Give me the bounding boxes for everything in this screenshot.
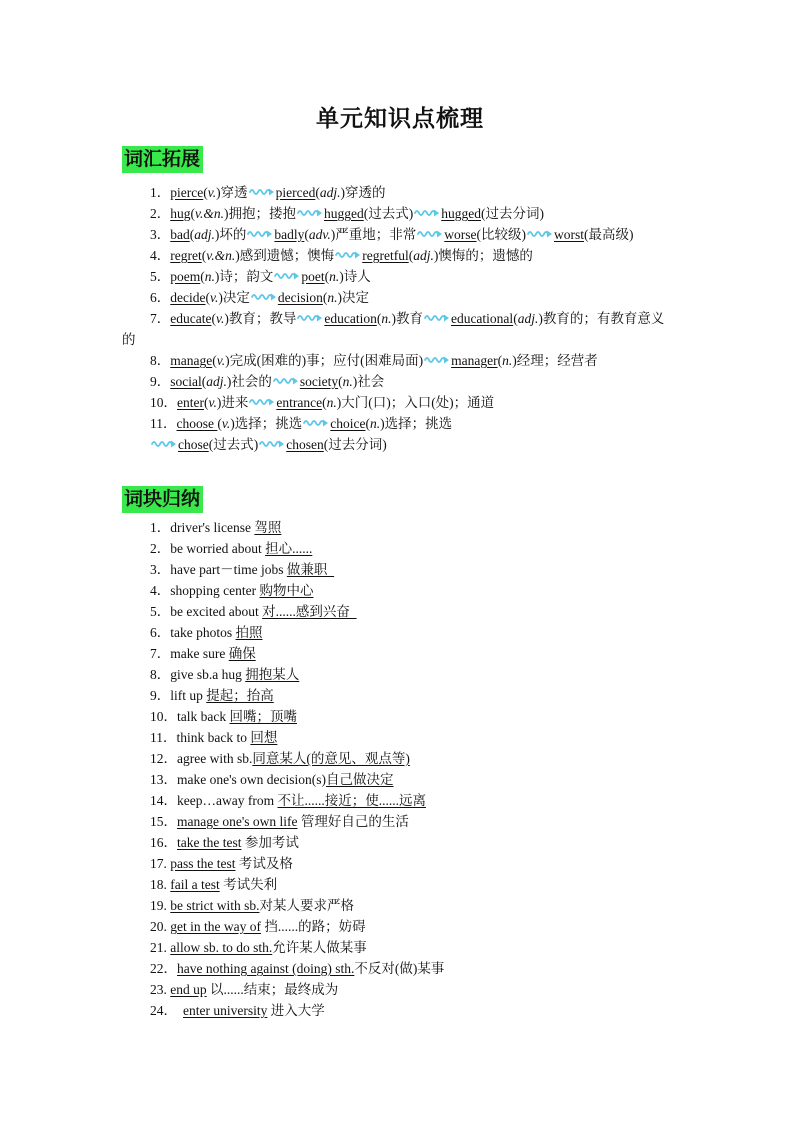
- derived-word: chosen: [286, 437, 324, 452]
- meaning: )严重地；非常: [330, 227, 417, 242]
- wavy-arrow-icon: [424, 312, 450, 322]
- wavy-arrow-icon: [424, 354, 450, 364]
- phrase-item-18: [150, 875, 277, 894]
- phrase-chinese: 不让......接近；使......远离: [277, 793, 426, 808]
- item-number: 21.: [150, 940, 171, 955]
- wavy-arrow-icon: [274, 270, 300, 280]
- meaning: )社会的: [226, 374, 272, 389]
- item-number: 7．: [150, 646, 171, 661]
- vocab-item-7: [150, 309, 664, 328]
- phrase-chinese: 拥抱某人: [245, 667, 300, 682]
- meaning: )决定: [337, 290, 369, 305]
- paren: (: [322, 395, 327, 410]
- phrase-item-20: [150, 917, 366, 936]
- item-number: 18.: [150, 877, 171, 892]
- phrase-item-10: [150, 707, 297, 726]
- phrase-item-12: [150, 749, 410, 768]
- phrase-item-4: [150, 581, 313, 600]
- phrase-item-21: [150, 938, 367, 957]
- derived-word: worse: [444, 227, 477, 242]
- phrase-english: enter university: [183, 1003, 268, 1018]
- word: regret: [170, 248, 202, 263]
- phrase-item-8: [150, 665, 299, 684]
- phrase-item-2: [150, 539, 312, 558]
- part-of-speech: adj.: [413, 248, 434, 263]
- item-number: 3．: [150, 227, 171, 242]
- part-of-speech: v.: [208, 395, 217, 410]
- word: bad: [170, 227, 190, 242]
- part-of-speech: v.: [215, 311, 225, 326]
- phrase-english: give sb.a hug: [170, 667, 246, 682]
- part-of-speech: n.: [502, 353, 513, 368]
- derived-word: entrance: [276, 395, 323, 410]
- phrase-chinese: 拍照: [235, 625, 263, 640]
- vocab-item-2: [150, 204, 544, 223]
- derived-word: educational: [450, 311, 514, 326]
- paren: (: [365, 416, 370, 431]
- phrase-english: be worried about: [170, 541, 266, 556]
- phrase-english: pass the test: [170, 856, 236, 871]
- derived-word: poet: [301, 269, 325, 284]
- meaning: )拥抱；搂抱: [224, 206, 296, 221]
- phrase-item-22: [150, 959, 444, 978]
- part-of-speech: n.: [204, 269, 215, 284]
- item-number: 19.: [150, 898, 171, 913]
- phrase-english: have part－time jobs: [170, 562, 287, 577]
- meaning: )教育的；有教育意义: [538, 311, 665, 326]
- item-number: 5．: [150, 604, 171, 619]
- phrase-chinese: 自己做决定: [326, 772, 394, 787]
- vocab-item-4: [150, 246, 533, 265]
- part-of-speech: v.: [207, 185, 217, 200]
- phrase-chinese: 确保: [228, 646, 256, 661]
- part-of-speech: n.: [327, 290, 338, 305]
- phrase-item-7: [150, 644, 256, 663]
- phrase-chinese: 对某人要求严格: [259, 898, 354, 913]
- item-number: 10．: [150, 709, 177, 724]
- paren: (: [322, 290, 328, 305]
- phrase-chinese: 挡......的路；妨碍: [260, 919, 366, 934]
- part-of-speech: v.: [216, 353, 226, 368]
- meaning: )诗；韵文: [214, 269, 274, 284]
- paren: (: [338, 374, 343, 389]
- item-number: 2．: [150, 541, 171, 556]
- phrase-english: shopping center: [170, 583, 260, 598]
- paren: (: [304, 227, 309, 242]
- phrase-item-9: [150, 686, 274, 705]
- paren: (: [217, 416, 222, 431]
- phrase-english: be excited about: [170, 604, 263, 619]
- meaning: (过去式): [208, 437, 259, 452]
- item-number: 8．: [150, 353, 171, 368]
- item-number: 6．: [150, 290, 171, 305]
- phrase-english: talk back: [177, 709, 230, 724]
- wavy-arrow-icon: [417, 228, 443, 238]
- paren: (: [200, 269, 205, 284]
- meaning: )懊悔的；遗憾的: [433, 248, 533, 263]
- part-of-speech: adj.: [319, 185, 341, 200]
- paren: (: [497, 353, 503, 368]
- meaning: )大门(口)；入口(处)；通道: [336, 395, 495, 410]
- item-number: 3．: [150, 562, 171, 577]
- item-number: 4．: [150, 583, 171, 598]
- meaning: )社会: [352, 374, 385, 389]
- item-number: 15．: [150, 814, 177, 829]
- meaning: )穿透的: [340, 185, 386, 200]
- meaning: )决定: [218, 290, 250, 305]
- part-of-speech: adj.: [206, 374, 227, 389]
- item-number: 13．: [150, 772, 177, 787]
- phrase-chinese: 提起；抬高: [206, 688, 274, 703]
- vocab-item-6: [150, 288, 369, 307]
- meaning: )完成(困难的)事；应付(困难局面): [225, 353, 424, 368]
- part-of-speech: adv.: [308, 227, 331, 242]
- vocab-item-11-line2: [150, 435, 387, 454]
- derived-word: society: [299, 374, 339, 389]
- item-number: 9．: [150, 374, 171, 389]
- word: pierce: [170, 185, 204, 200]
- meaning: )坏的: [214, 227, 247, 242]
- phrase-english: make one's own decision(s): [177, 772, 327, 787]
- item-number: 24．: [150, 1003, 177, 1018]
- phrase-item-19: [150, 896, 354, 915]
- meaning: )选择；挑选: [230, 416, 303, 431]
- phrase-chinese: 购物中心: [259, 583, 314, 598]
- wavy-arrow-icon: [251, 291, 277, 301]
- item-number: 9．: [150, 688, 171, 703]
- wavy-arrow-icon: [414, 207, 440, 217]
- part-of-speech: v.: [221, 416, 231, 431]
- wavy-arrow-icon: [249, 396, 275, 406]
- phrase-item-23: [150, 980, 338, 999]
- phrase-chinese: 允许某人做某事: [272, 940, 367, 955]
- meaning: )经理；经营者: [512, 353, 598, 368]
- item-number: 10．: [150, 395, 177, 410]
- paren: (: [203, 395, 209, 410]
- derived-word: regretful: [362, 248, 409, 263]
- paren: (: [315, 185, 320, 200]
- item-number: 16．: [150, 835, 177, 850]
- paren: (: [201, 374, 207, 389]
- phrase-item-17: [150, 854, 293, 873]
- word: decide: [170, 290, 206, 305]
- section-title-phrase-summary: 词块归纳: [122, 486, 203, 513]
- derived-word: education: [324, 311, 377, 326]
- phrase-english: end up: [170, 982, 207, 997]
- phrase-item-24: [150, 1001, 325, 1020]
- derived-word: decision: [277, 290, 323, 305]
- wavy-arrow-icon: [335, 249, 361, 259]
- item-number: 7．: [150, 311, 171, 326]
- vocab-item-10: [150, 393, 494, 412]
- part-of-speech: adj.: [194, 227, 215, 242]
- phrase-english: get in the way of: [170, 919, 261, 934]
- wavy-arrow-icon: [303, 417, 329, 427]
- item-number: 5．: [150, 269, 171, 284]
- phrase-english: allow sb. to do sth.: [170, 940, 273, 955]
- wavy-arrow-icon: [297, 312, 323, 322]
- part-of-speech: v.&n.: [206, 248, 236, 263]
- paren: (: [408, 248, 414, 263]
- part-of-speech: n.: [381, 311, 392, 326]
- phrase-item-3: [150, 560, 334, 579]
- meaning: (比较级): [476, 227, 527, 242]
- item-number: 2．: [150, 206, 171, 221]
- paren: (: [203, 185, 208, 200]
- paren: (: [205, 290, 210, 305]
- phrase-chinese: 对......感到兴奋: [262, 604, 357, 619]
- paren: (: [324, 269, 330, 284]
- phrase-chinese: 管理好自己的生活: [297, 814, 409, 829]
- derived-word: choice: [330, 416, 366, 431]
- meaning: )进来: [216, 395, 249, 410]
- phrase-item-15: [150, 812, 409, 831]
- meaning: )选择；挑选: [380, 416, 453, 431]
- meaning: (过去分词): [323, 437, 387, 452]
- phrase-english: take photos: [170, 625, 236, 640]
- phrase-chinese: 同意某人(的意见、观点等): [252, 751, 410, 766]
- word: enter: [177, 395, 204, 410]
- phrase-english: agree with sb.: [177, 751, 253, 766]
- meaning: )穿透: [216, 185, 248, 200]
- word: hug: [170, 206, 191, 221]
- part-of-speech: v.: [209, 290, 219, 305]
- phrase-english: take the test: [177, 835, 242, 850]
- phrase-chinese: 考试及格: [235, 856, 293, 871]
- meaning: )诗人: [339, 269, 371, 284]
- vocab-item-9: [150, 372, 384, 391]
- vocab-item-7-continuation: 的: [122, 332, 136, 347]
- word: social: [170, 374, 202, 389]
- paren: (: [189, 227, 195, 242]
- phrase-english: manage one's own life: [177, 814, 298, 829]
- phrase-chinese: 回嘴；顶嘴: [229, 709, 297, 724]
- phrase-item-13: [150, 770, 394, 789]
- item-number: 4．: [150, 248, 171, 263]
- phrase-chinese: 参加考试: [241, 835, 299, 850]
- vocab-item-1: [150, 183, 385, 202]
- wavy-arrow-icon: [527, 228, 553, 238]
- word: manage: [170, 353, 213, 368]
- phrase-english: make sure: [170, 646, 229, 661]
- phrase-chinese: 考试失利: [219, 877, 278, 892]
- meaning: )教育: [391, 311, 423, 326]
- derived-word: pierced: [275, 185, 316, 200]
- phrase-english: fail a test: [170, 877, 220, 892]
- page-title: 单元知识点梳理: [316, 106, 484, 132]
- derived-word: chose: [178, 437, 209, 452]
- item-number: 17.: [150, 856, 171, 871]
- wavy-arrow-icon: [151, 438, 177, 448]
- phrase-chinese: 回想: [250, 730, 278, 745]
- phrase-item-5: [150, 602, 357, 621]
- item-number: 12．: [150, 751, 177, 766]
- item-number: 11．: [150, 730, 177, 745]
- vocab-item-5: [150, 267, 371, 286]
- meaning: )感到遗憾；懊悔: [235, 248, 335, 263]
- item-number: 22．: [150, 961, 177, 976]
- phrase-chinese: 不反对(做)某事: [354, 961, 445, 976]
- word: poem: [170, 269, 201, 284]
- phrase-chinese: 担心......: [265, 541, 313, 556]
- phrase-english: keep…away from: [177, 793, 278, 808]
- phrase-item-16: [150, 833, 299, 852]
- item-number: 8．: [150, 667, 171, 682]
- wavy-arrow-icon: [247, 228, 273, 238]
- paren: (: [190, 206, 195, 221]
- item-number: 6．: [150, 625, 171, 640]
- paren: (: [513, 311, 518, 326]
- item-number: 23.: [150, 982, 171, 997]
- paren: (: [376, 311, 382, 326]
- phrase-item-6: [150, 623, 263, 642]
- word: educate: [170, 311, 212, 326]
- phrase-chinese: 以......结束；最终成为: [206, 982, 339, 997]
- derived-word: badly: [274, 227, 305, 242]
- derived-word: manager: [451, 353, 498, 368]
- section-title-vocab-expansion: 词汇拓展: [122, 146, 203, 173]
- part-of-speech: n.: [326, 395, 337, 410]
- part-of-speech: adj.: [517, 311, 539, 326]
- phrase-item-11: [150, 728, 277, 747]
- phrase-english: be strict with sb.: [170, 898, 260, 913]
- wavy-arrow-icon: [249, 186, 275, 196]
- meaning: )教育；教导: [224, 311, 297, 326]
- part-of-speech: v.&n.: [195, 206, 224, 221]
- paren: (: [201, 248, 207, 263]
- meaning: (最高级): [584, 227, 634, 242]
- wavy-arrow-icon: [259, 438, 285, 448]
- vocab-item-3: [150, 225, 634, 244]
- phrase-chinese: 做兼职: [286, 562, 335, 577]
- phrase-item-14: [150, 791, 426, 810]
- part-of-speech: n.: [329, 269, 340, 284]
- derived-word: hugged: [324, 206, 364, 221]
- phrase-chinese: 驾照: [254, 520, 282, 535]
- item-number: 14．: [150, 793, 177, 808]
- phrase-english: lift up: [170, 688, 207, 703]
- item-number: 1．: [150, 185, 171, 200]
- paren: (: [211, 311, 216, 326]
- item-number: 1．: [150, 520, 171, 535]
- phrase-chinese: 进入大学: [267, 1003, 325, 1018]
- phrase-english: have nothing against (doing) sth.: [177, 961, 355, 976]
- vocab-item-11: [150, 414, 452, 433]
- derived-word: worst: [554, 227, 585, 242]
- wavy-arrow-icon: [297, 207, 323, 217]
- part-of-speech: n.: [369, 416, 381, 431]
- item-number: 11．: [150, 416, 177, 431]
- part-of-speech: n.: [342, 374, 353, 389]
- derived-word: hugged: [441, 206, 481, 221]
- phrase-english: think back to: [176, 730, 251, 745]
- vocab-item-8: [150, 351, 598, 370]
- meaning: (过去式): [363, 206, 414, 221]
- paren: (: [212, 353, 217, 368]
- phrase-english: driver's license: [170, 520, 255, 535]
- phrase-item-1: [150, 518, 281, 537]
- word: choose: [176, 416, 218, 431]
- item-number: 20.: [150, 919, 171, 934]
- meaning: (过去分词): [481, 206, 544, 221]
- wavy-arrow-icon: [273, 375, 299, 385]
